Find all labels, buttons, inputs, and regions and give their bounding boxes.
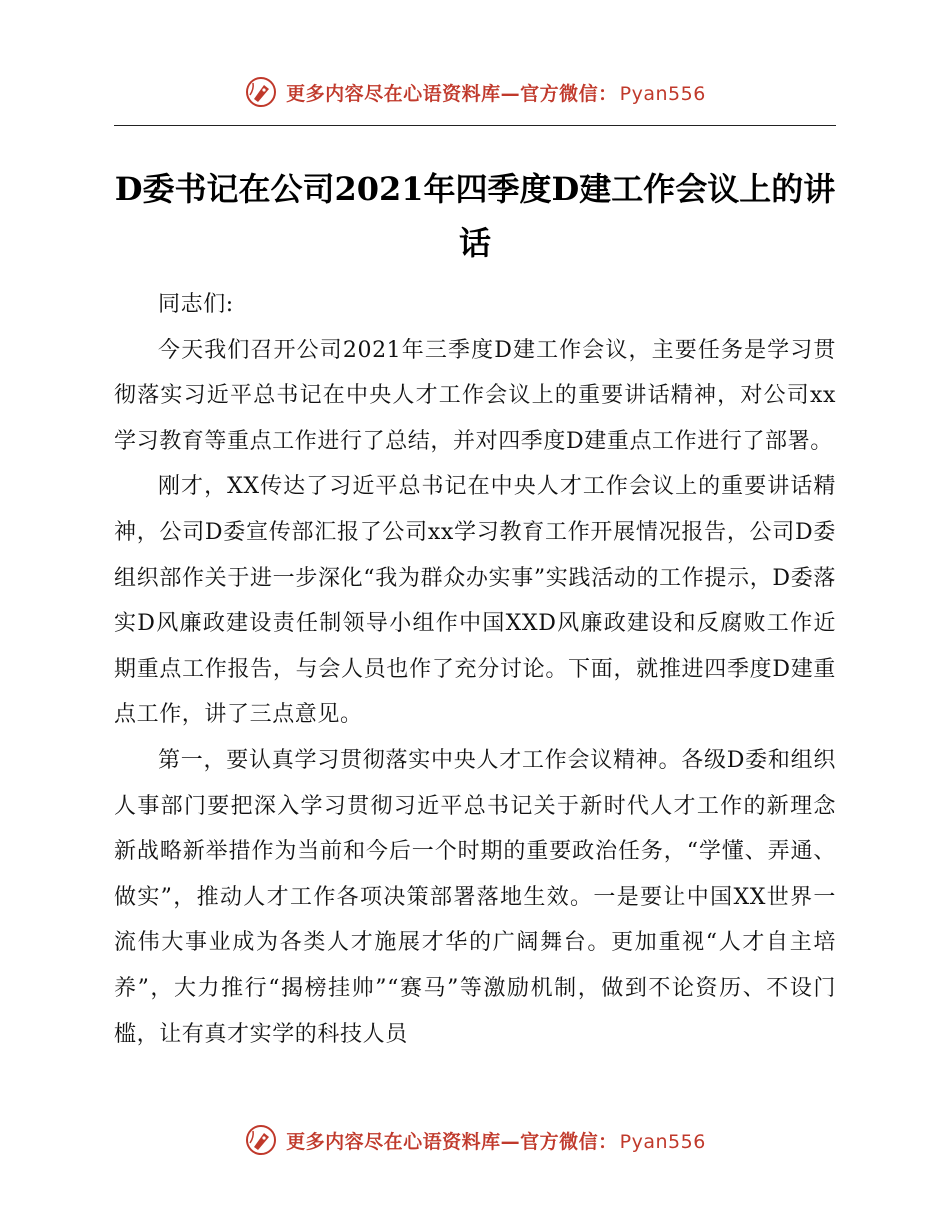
document-body xyxy=(114,282,836,1057)
paragraph: 今天我们召开公司2021年三季度D建工作会议，主要任务是学习贯彻落实习近平总书记在中央人才工作会议上的重要讲话精神，对公司xx学习教育等重点工作进行了总结，并对四季度D建重点工作进行了部署。 xyxy=(114,337,836,454)
salutation: 同志们: xyxy=(158,292,234,317)
footer-banner-label: 更多内容尽在心语资料库—官方微信： xyxy=(286,1130,618,1153)
paragraph: 第一，要认真学习贯彻落实中央人才工作会议精神。各级D委和组织人事部门要把深入学习贯彻习近平总书记关于新时代人才工作的新理念新战略新举措作为当前和今后一个时期的重要政治任务，“学懂、弄通、做实”，推动人才工作各项决策部署落地生效。一是要让中国XX世界一流伟大事业成为各类人才施展才华的广阔舞台。更加重视“人才自主培养”，大力推行“揭榜挂帅”“赛马”等激励机制，做到不论资历、不设门槛，让有真才实学的科技人员 xyxy=(114,747,836,1047)
pen-nib-logo-icon xyxy=(244,75,278,109)
footer-banner xyxy=(0,1118,950,1162)
header-wechat-id: Pyan556 xyxy=(619,82,706,105)
pen-nib-logo-icon xyxy=(244,1123,278,1157)
header-banner-label: 更多内容尽在心语资料库—官方微信： xyxy=(286,82,618,105)
header-divider xyxy=(114,125,836,126)
footer-wechat-id: Pyan556 xyxy=(619,1130,706,1153)
header-banner-text xyxy=(286,79,706,106)
footer-banner-text xyxy=(286,1127,706,1154)
document-title: D委书记在公司2021年四季度D建工作会议上的讲话 xyxy=(114,170,836,262)
paragraph: 刚才，XX传达了习近平总书记在中央人才工作会议上的重要讲话精神，公司D委宣传部汇报了公司xx学习教育工作开展情况报告，公司D委组织部作关于进一步深化“我为群众办实事”实践活动的工作提示，D委落实D风廉政建设责任制领导小组作中国XXD风廉政建设和反腐败工作近期重点工作报告，与会人员也作了充分讨论。下面，就推进四季度D建重点工作，讲了三点意见。 xyxy=(114,474,836,728)
header-banner xyxy=(0,70,950,114)
